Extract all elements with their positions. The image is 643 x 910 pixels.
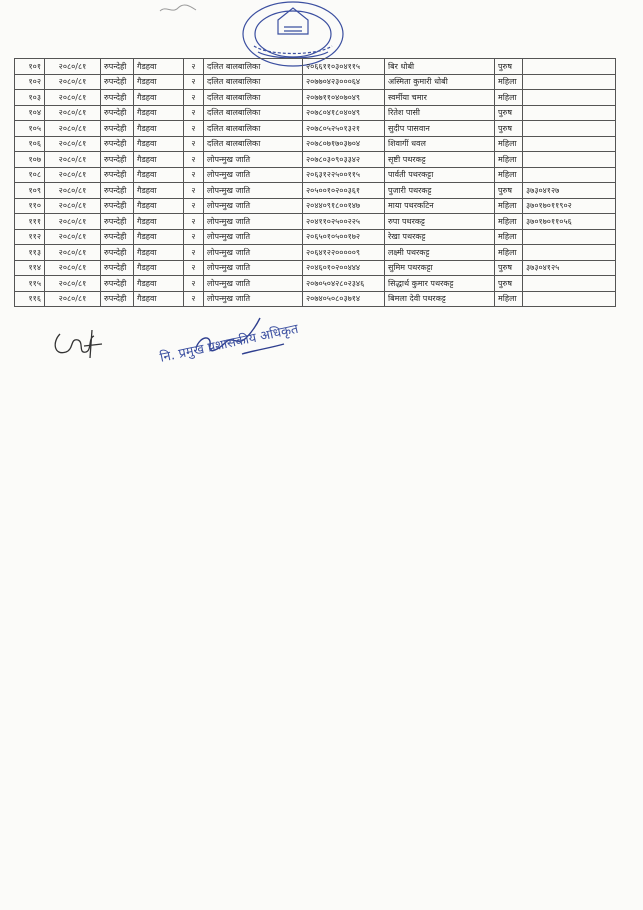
cell-category: लोपन्मुख जाति bbox=[204, 167, 303, 183]
cell-fiscal-year: २०८०/८१ bbox=[45, 152, 101, 168]
cell-name: पार्वती पथरकट्टा bbox=[385, 167, 495, 183]
cell-serial: १०३ bbox=[15, 90, 45, 106]
cell-category: लोपन्मुख जाति bbox=[204, 152, 303, 168]
officer-title: नि. प्रमुख प्रशासकीय अधिकृत bbox=[158, 321, 300, 366]
cell-name: रुपा पथरकट्ट bbox=[385, 214, 495, 230]
table-row bbox=[15, 59, 616, 75]
cell-fiscal-year: २०८०/८१ bbox=[45, 229, 101, 245]
cell-name: स्वर्मीया चमार bbox=[385, 90, 495, 106]
cell-ward: २ bbox=[184, 74, 204, 90]
cell-phone bbox=[523, 291, 616, 307]
cell-category: दलित बालबालिका bbox=[204, 121, 303, 137]
cell-birth-reg-id: २०६५०१०५००१७२ bbox=[303, 229, 385, 245]
cell-serial: १०६ bbox=[15, 136, 45, 152]
cell-fiscal-year: २०८०/८१ bbox=[45, 260, 101, 276]
cell-birth-reg-id: २०४४०९१८००१४७ bbox=[303, 198, 385, 214]
cell-gender: महिला bbox=[495, 74, 523, 90]
table-row bbox=[15, 260, 616, 276]
cell-category: लोपन्मुख जाति bbox=[204, 229, 303, 245]
cell-ward: २ bbox=[184, 229, 204, 245]
cell-category: दलित बालबालिका bbox=[204, 105, 303, 121]
cell-category: दलित बालबालिका bbox=[204, 136, 303, 152]
cell-municipality: गैडहवा bbox=[134, 198, 184, 214]
cell-district: रुपन्देही bbox=[101, 291, 134, 307]
cell-gender: महिला bbox=[495, 152, 523, 168]
cell-birth-reg-id: २०६६११०३०४११५ bbox=[303, 59, 385, 75]
cell-fiscal-year: २०८०/८१ bbox=[45, 90, 101, 106]
cell-district: रुपन्देही bbox=[101, 152, 134, 168]
cell-serial: ११२ bbox=[15, 229, 45, 245]
cell-fiscal-year: २०८०/८१ bbox=[45, 167, 101, 183]
cell-birth-reg-id: २०७७११०४०७०४९ bbox=[303, 90, 385, 106]
table-row bbox=[15, 105, 616, 121]
cell-birth-reg-id: २०७४०५०८०३७१४ bbox=[303, 291, 385, 307]
cell-ward: २ bbox=[184, 59, 204, 75]
cell-gender: महिला bbox=[495, 167, 523, 183]
cell-phone bbox=[523, 105, 616, 121]
cell-category: दलित बालबालिका bbox=[204, 59, 303, 75]
cell-category: लोपन्मुख जाति bbox=[204, 291, 303, 307]
cell-serial: १०५ bbox=[15, 121, 45, 137]
cell-district: रुपन्देही bbox=[101, 105, 134, 121]
cell-gender: महिला bbox=[495, 136, 523, 152]
cell-municipality: गैडहवा bbox=[134, 121, 184, 137]
cell-gender: पुरुष bbox=[495, 260, 523, 276]
cell-fiscal-year: २०८०/८१ bbox=[45, 105, 101, 121]
table-row bbox=[15, 167, 616, 183]
cell-birth-reg-id: २०४११०२५००२२५ bbox=[303, 214, 385, 230]
cell-municipality: गैडहवा bbox=[134, 260, 184, 276]
cell-gender: महिला bbox=[495, 90, 523, 106]
cell-fiscal-year: २०८०/८१ bbox=[45, 183, 101, 199]
cell-phone bbox=[523, 245, 616, 261]
beneficiary-table bbox=[14, 58, 616, 307]
cell-phone bbox=[523, 74, 616, 90]
cell-serial: १०८ bbox=[15, 167, 45, 183]
table-row bbox=[15, 229, 616, 245]
cell-name: सिद्धार्थ कुमार पथरकट्ट bbox=[385, 276, 495, 292]
cell-phone bbox=[523, 90, 616, 106]
cell-district: रुपन्देही bbox=[101, 136, 134, 152]
table-row bbox=[15, 198, 616, 214]
cell-birth-reg-id: २०७०५०४२८०२३४६ bbox=[303, 276, 385, 292]
cell-gender: पुरुष bbox=[495, 105, 523, 121]
cell-municipality: गैडहवा bbox=[134, 276, 184, 292]
cell-fiscal-year: २०८०/८१ bbox=[45, 74, 101, 90]
cell-phone bbox=[523, 229, 616, 245]
cell-municipality: गैडहवा bbox=[134, 183, 184, 199]
table-row bbox=[15, 214, 616, 230]
cell-gender: पुरुष bbox=[495, 59, 523, 75]
cell-ward: २ bbox=[184, 245, 204, 261]
cell-ward: २ bbox=[184, 136, 204, 152]
table-row bbox=[15, 90, 616, 106]
table-row bbox=[15, 152, 616, 168]
cell-name: बिर धोबी bbox=[385, 59, 495, 75]
cell-gender: पुरुष bbox=[495, 183, 523, 199]
table-row bbox=[15, 74, 616, 90]
cell-category: लोपन्मुख जाति bbox=[204, 214, 303, 230]
table-row bbox=[15, 121, 616, 137]
cell-birth-reg-id: २०६३१२२५००११५ bbox=[303, 167, 385, 183]
cell-name: सुमिम पथरकट्टा bbox=[385, 260, 495, 276]
cell-municipality: गैडहवा bbox=[134, 152, 184, 168]
cell-district: रुपन्देही bbox=[101, 245, 134, 261]
cell-gender: महिला bbox=[495, 291, 523, 307]
cell-municipality: गैडहवा bbox=[134, 214, 184, 230]
cell-fiscal-year: २०८०/८१ bbox=[45, 291, 101, 307]
cell-phone bbox=[523, 276, 616, 292]
cell-fiscal-year: २०८०/८१ bbox=[45, 121, 101, 137]
cell-ward: २ bbox=[184, 121, 204, 137]
cell-phone: ३७३०४१२५ bbox=[523, 260, 616, 276]
cell-fiscal-year: २०८०/८१ bbox=[45, 136, 101, 152]
cell-birth-reg-id: २०७८०५२५०१३२१ bbox=[303, 121, 385, 137]
cell-birth-reg-id: २०७८०३०९०३३४२ bbox=[303, 152, 385, 168]
cell-category: लोपन्मुख जाति bbox=[204, 276, 303, 292]
cell-district: रुपन्देही bbox=[101, 276, 134, 292]
cell-ward: २ bbox=[184, 276, 204, 292]
cell-category: दलित बालबालिका bbox=[204, 90, 303, 106]
cell-serial: ११६ bbox=[15, 291, 45, 307]
cell-ward: २ bbox=[184, 183, 204, 199]
cell-birth-reg-id: २०७८०४१८०४०४९ bbox=[303, 105, 385, 121]
cell-birth-reg-id: २०७७०४२३०००६४ bbox=[303, 74, 385, 90]
table-row bbox=[15, 136, 616, 152]
cell-gender: पुरुष bbox=[495, 276, 523, 292]
cell-birth-reg-id: २०५००१०२००३६१ bbox=[303, 183, 385, 199]
cell-ward: २ bbox=[184, 214, 204, 230]
cell-district: रुपन्देही bbox=[101, 121, 134, 137]
cell-name: शिवागीं धवल bbox=[385, 136, 495, 152]
cell-fiscal-year: २०८०/८१ bbox=[45, 276, 101, 292]
cell-ward: २ bbox=[184, 291, 204, 307]
cell-serial: १०२ bbox=[15, 74, 45, 90]
cell-category: लोपन्मुख जाति bbox=[204, 183, 303, 199]
cell-serial: ११५ bbox=[15, 276, 45, 292]
cell-municipality: गैडहवा bbox=[134, 291, 184, 307]
cell-phone bbox=[523, 59, 616, 75]
cell-serial: १११ bbox=[15, 214, 45, 230]
table-row bbox=[15, 291, 616, 307]
cell-birth-reg-id: २०४६०१०२००४४४ bbox=[303, 260, 385, 276]
cell-district: रुपन्देही bbox=[101, 90, 134, 106]
cell-district: रुपन्देही bbox=[101, 74, 134, 90]
cell-gender: महिला bbox=[495, 198, 523, 214]
cell-birth-reg-id: २०६४१२२०००००९ bbox=[303, 245, 385, 261]
cell-fiscal-year: २०८०/८१ bbox=[45, 198, 101, 214]
cell-name: अस्मिता कुमारी धोबी bbox=[385, 74, 495, 90]
cell-category: लोपन्मुख जाति bbox=[204, 198, 303, 214]
scan-smudge-icon bbox=[158, 2, 198, 16]
cell-serial: १०७ bbox=[15, 152, 45, 168]
cell-district: रुपन्देही bbox=[101, 167, 134, 183]
cell-district: रुपन्देही bbox=[101, 59, 134, 75]
cell-phone: ३७०१७०११०५६ bbox=[523, 214, 616, 230]
cell-phone: ३७०१७०११९०२ bbox=[523, 198, 616, 214]
cell-phone bbox=[523, 121, 616, 137]
cell-district: रुपन्देही bbox=[101, 229, 134, 245]
cell-category: लोपन्मुख जाति bbox=[204, 260, 303, 276]
cell-serial: ११४ bbox=[15, 260, 45, 276]
table-row bbox=[15, 245, 616, 261]
cell-municipality: गैडहवा bbox=[134, 59, 184, 75]
cell-municipality: गैडहवा bbox=[134, 90, 184, 106]
cell-gender: महिला bbox=[495, 214, 523, 230]
cell-category: दलित बालबालिका bbox=[204, 74, 303, 90]
cell-name: सुदीप पासवान bbox=[385, 121, 495, 137]
cell-name: बिमला देवी पथरकट्ट bbox=[385, 291, 495, 307]
cell-serial: ११० bbox=[15, 198, 45, 214]
cell-district: रुपन्देही bbox=[101, 214, 134, 230]
cell-gender: महिला bbox=[495, 229, 523, 245]
cell-district: रुपन्देही bbox=[101, 260, 134, 276]
cell-ward: २ bbox=[184, 90, 204, 106]
cell-name: लक्ष्मी पथरकट्ट bbox=[385, 245, 495, 261]
cell-phone: ३७३०४१२७ bbox=[523, 183, 616, 199]
cell-phone bbox=[523, 152, 616, 168]
cell-fiscal-year: २०८०/८१ bbox=[45, 214, 101, 230]
cell-fiscal-year: २०८०/८१ bbox=[45, 59, 101, 75]
cell-ward: २ bbox=[184, 260, 204, 276]
cell-serial: ११३ bbox=[15, 245, 45, 261]
cell-name: रितेश पासी bbox=[385, 105, 495, 121]
cell-phone bbox=[523, 136, 616, 152]
cell-serial: १०४ bbox=[15, 105, 45, 121]
cell-gender: पुरुष bbox=[495, 121, 523, 137]
cell-name: रेखा पथरकट्ट bbox=[385, 229, 495, 245]
table-row bbox=[15, 183, 616, 199]
cell-ward: २ bbox=[184, 167, 204, 183]
cell-ward: २ bbox=[184, 198, 204, 214]
cell-municipality: गैडहवा bbox=[134, 229, 184, 245]
cell-ward: २ bbox=[184, 105, 204, 121]
cell-name: माया पथरकटिन bbox=[385, 198, 495, 214]
signature-icon bbox=[48, 324, 110, 364]
cell-serial: १०९ bbox=[15, 183, 45, 199]
cell-category: लोपन्मुख जाति bbox=[204, 245, 303, 261]
cell-municipality: गैडहवा bbox=[134, 167, 184, 183]
cell-name: सृष्टी पथरकट्ट bbox=[385, 152, 495, 168]
cell-ward: २ bbox=[184, 152, 204, 168]
cell-phone bbox=[523, 167, 616, 183]
table-row bbox=[15, 276, 616, 292]
cell-municipality: गैडहवा bbox=[134, 136, 184, 152]
cell-gender: महिला bbox=[495, 245, 523, 261]
cell-district: रुपन्देही bbox=[101, 183, 134, 199]
cell-district: रुपन्देही bbox=[101, 198, 134, 214]
cell-municipality: गैडहवा bbox=[134, 245, 184, 261]
cell-serial: १०१ bbox=[15, 59, 45, 75]
cell-municipality: गैडहवा bbox=[134, 74, 184, 90]
cell-fiscal-year: २०८०/८१ bbox=[45, 245, 101, 261]
cell-municipality: गैडहवा bbox=[134, 105, 184, 121]
cell-name: पुजारी पथरकट्ट bbox=[385, 183, 495, 199]
cell-birth-reg-id: २०७८०७१७०३७०४ bbox=[303, 136, 385, 152]
